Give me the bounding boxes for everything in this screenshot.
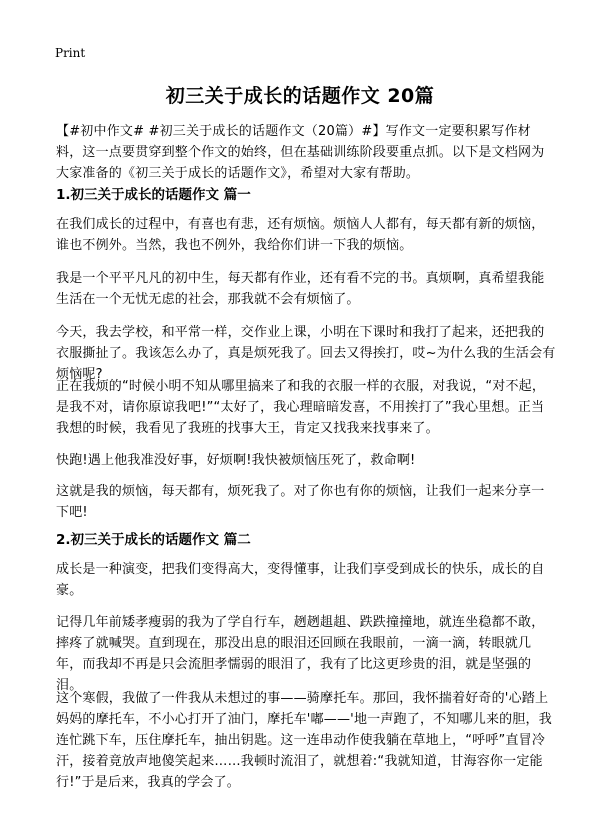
page-title: 初三关于成长的话题作文 20篇: [165, 85, 435, 107]
paragraph: 今天，我去学校，和平常一样，交作业上课，小明在下课时和我打了起来，还把我的衣服撕扯了。我该怎么办了，真是烦死我了。回去又得挨打，哎~为什么我的生活会有烦恼呢?: [56, 325, 556, 382]
print-label[interactable]: Print: [55, 46, 86, 60]
section-1-heading: 1.初三关于成长的话题作文 篇一: [56, 187, 251, 203]
paragraph: 这个寒假，我做了一件我从未想过的事——骑摩托车。那回，我怀揣着好奇的'心踏上妈妈的摩托车，不小心打开了油门，摩托车'嘟——'地一声跑了，不知哪儿来的胆，我连忙跳下车，压住摩托车，抽出钥匙。这一连串动作使我躺在草地上，“呼呼”直冒冷汗，接着竟放声地傻笑起来……我顿时流泪了，就想着:“我就知道，甘海容你一定能行!”于是后来，我真的学会了。: [56, 691, 552, 790]
paragraph: 正在我烦的“时候小明不知从哪里搞来了和我的衣服一样的衣服，对我说，“对不起，是我不对，请你原谅我吧!”“太好了，我心理暗暗发喜，不用挨打了”我心里想。正当我想的时候，我看见了我班的找事大王，肯定又找我来找事来了。: [56, 379, 546, 436]
paragraph: 记得几年前矮孝瘦弱的我为了学自行车，趔趔趄趄、跌跌撞撞地，就连坐稳都不敢，摔疼了就喊哭。直到现在，那没出息的眼泪还回顾在我眼前，一滴一滴，转眼就几年，而我却不再是只会流胆孝懦弱的眼泪了，我有了比这更珍贵的泪，就是坚强的泪。: [56, 615, 545, 693]
intro-paragraph: 【#初中作文# #初三关于成长的话题作文（20篇）#】写作文一定要积累写作材料，这一点要贯穿到整个作文的始终，但在基础训练阶段要重点抓。以下是文档网为大家准备的《初三关于成长的话题作文》，希望对大家有帮助。: [56, 124, 545, 181]
paragraph: 这就是我的烦恼，每天都有，烦死我了。对了你也有你的烦恼，让我们一起来分享一下吧!: [56, 484, 545, 520]
paragraph: 快跑!遇上他我准没好事，好烦啊!我快被烦恼压死了，救命啊!: [56, 453, 416, 468]
paragraph: 成长是一种演变，把我们变得高大，变得懂事，让我们享受到成长的快乐，成长的自豪。: [56, 562, 545, 598]
paragraph: 我是一个平平凡凡的初中生，每天都有作业，还有看不完的书。真烦啊，真希望我能生活在一个无忧无虑的社会，那我就不会有烦恼了。: [56, 271, 545, 307]
section-2-heading: 2.初三关于成长的话题作文 篇二: [56, 532, 251, 548]
paragraph: 在我们成长的过程中，有喜也有悲，还有烦恼。烦恼人人都有，每天都有新的烦恼，谁也不例外。当然，我也不例外，我给你们讲一下我的烦恼。: [56, 217, 545, 253]
